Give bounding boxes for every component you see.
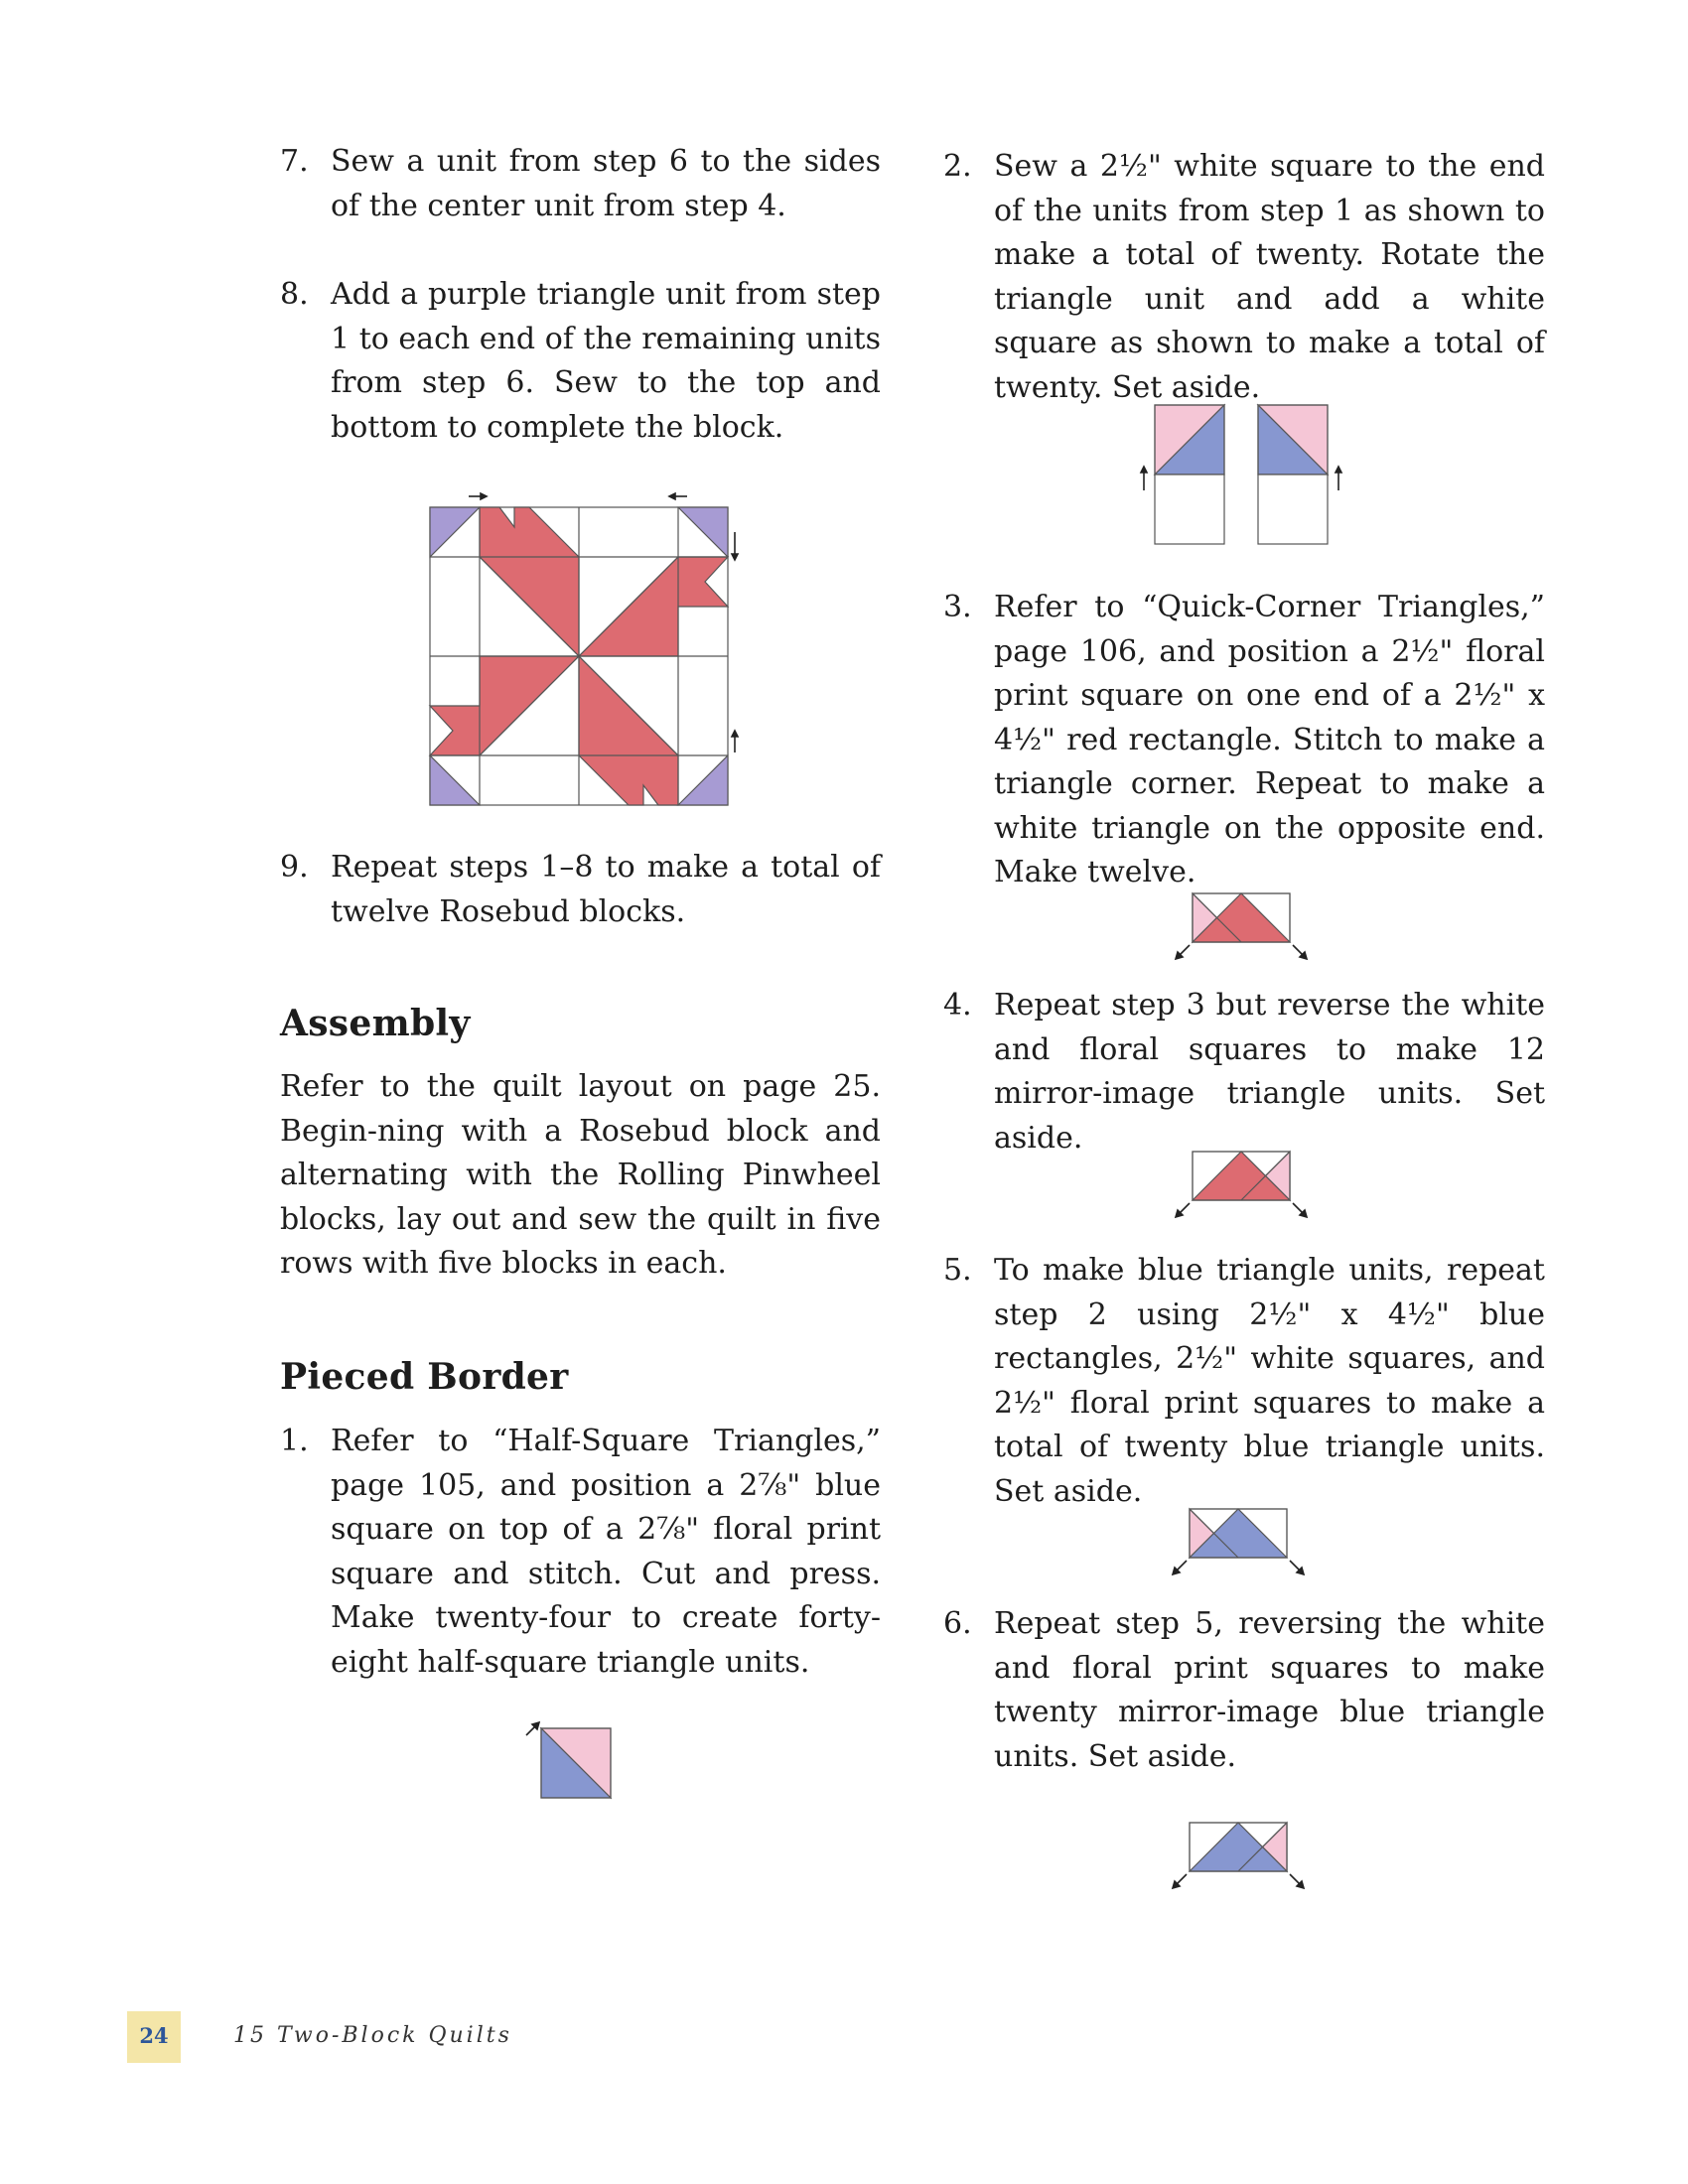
step-number: 2. [943, 149, 972, 184]
half-square-triangle-diagram [524, 1715, 614, 1805]
step-text: Repeat steps 1–8 to make a total of twelve Rosebud blocks. [331, 850, 881, 929]
instruction-step-5 [943, 1249, 1545, 1514]
step-3-diagram [1172, 884, 1311, 963]
press-arrows [1176, 945, 1307, 959]
page-number: 24 [139, 2023, 169, 2048]
instruction-step-9 [280, 846, 881, 934]
press-arrows [1176, 1203, 1307, 1217]
pieced-border-heading: Pieced Border [280, 1356, 569, 1398]
instruction-step-2 [943, 145, 1545, 410]
press-arrows [1173, 1561, 1304, 1574]
step-number: 7. [280, 144, 309, 179]
step-text: Add a purple triangle unit from step 1 to each end of the remaining units from step 6. Sew to the top and bottom to complete the block. [331, 277, 881, 445]
instruction-step-7 [280, 140, 881, 228]
instruction-step-3 [943, 586, 1545, 895]
press-arrow [526, 1722, 539, 1735]
step-number: 9. [280, 850, 309, 885]
assembly-paragraph: Refer to the quilt layout on page 25. Begin-ning with a Rosebud block and alternating with the Rolling Pinwheel blocks, lay out and sew the quilt in five rows with five blocks in each. [280, 1069, 881, 1281]
step-text: Repeat step 5, reversing the white and floral print squares to make twenty mirror-image blue triangle units. Set aside. [994, 1606, 1545, 1774]
assembly-heading: Assembly [280, 1003, 471, 1044]
step-6-diagram [1169, 1813, 1308, 1892]
step-text: To make blue triangle units, repeat step 2 using 2½" x 4½" blue rectangles, 2½" white squares, and 2½" floral print squares to make a total of twenty blue triangle units. Set aside. [994, 1253, 1545, 1509]
step-4-diagram [1172, 1142, 1311, 1221]
step-number: 8. [280, 277, 309, 312]
step-5-diagram [1169, 1499, 1308, 1578]
instruction-step-4 [943, 984, 1545, 1160]
instruction-step-6 [943, 1602, 1545, 1779]
step-text: Repeat step 3 but reverse the white and floral squares to make 12 mirror-image triangle units. Set aside. [994, 988, 1545, 1156]
instruction-step-8 [280, 273, 881, 450]
step-number: 6. [943, 1606, 972, 1641]
step-number: 3. [943, 590, 972, 624]
step-text: Refer to “Half-Square Triangles,” page 105, and position a 2⅞" blue square on top of a 2⅞" floral print square and stitch. Cut and press. Make twenty-four to create forty-eight half-square triangle units. [331, 1424, 881, 1680]
book-title: 15 Two-Block Quilts [233, 2023, 512, 2048]
step-number: 4. [943, 988, 972, 1023]
rosebud-block-diagram [417, 486, 745, 814]
step-text: Sew a 2½" white square to the end of the units from step 1 as shown to make a total of twenty. Rotate the triangle unit and add a white square as shown to make a total of twenty. Set aside. [994, 149, 1545, 405]
step-number: 5. [943, 1253, 972, 1288]
step-2-diagram [1132, 397, 1350, 556]
instruction-step-1 [280, 1420, 881, 1685]
step-text: Refer to “Quick-Corner Triangles,” page 106, and position a 2½" floral print square on one end of a 2½" x 4½" red rectangle. Stitch to make a triangle corner. Repeat to make a white triangle on the opposite end. Make twelve. [994, 590, 1545, 889]
step-number: 1. [280, 1424, 309, 1458]
press-arrows [1173, 1874, 1304, 1888]
step-text: Sew a unit from step 6 to the sides of the center unit from step 4. [331, 144, 881, 223]
